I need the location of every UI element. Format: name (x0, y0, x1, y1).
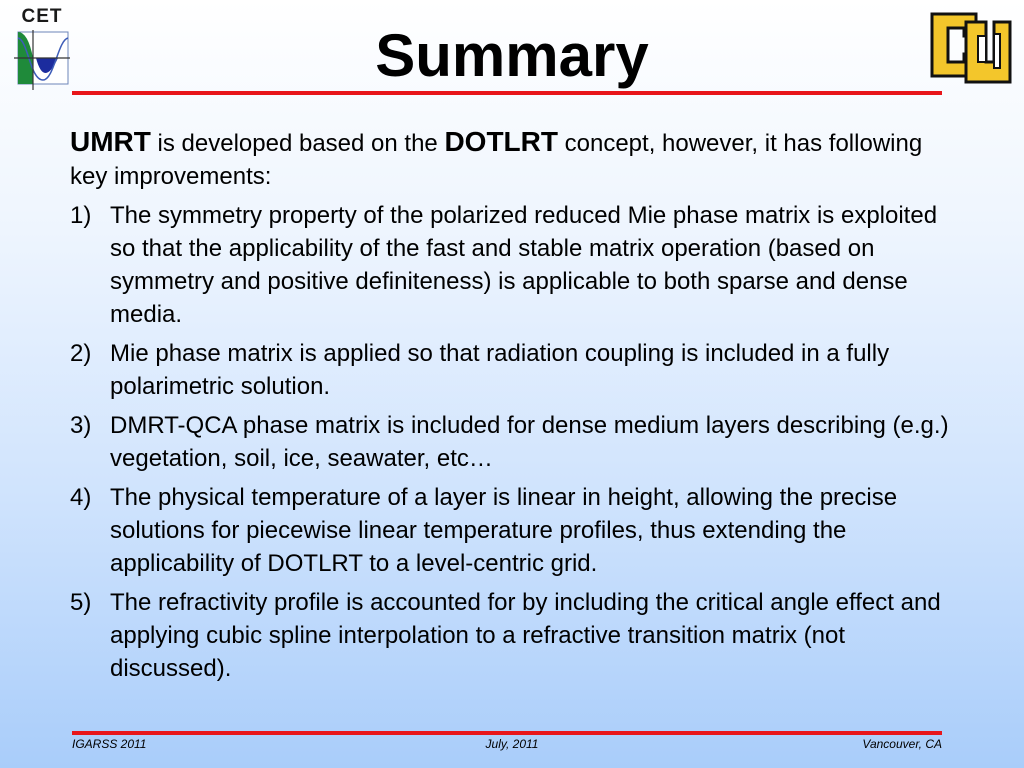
list-item-text: The symmetry property of the polarized reduced Mie phase matrix is exploited so that the applicability of the fast and stable matrix operation (based on symmetry and positive definiteness) is applicable to both sparse and dense media. (110, 202, 938, 328)
intro-text-1: is developed based on the (150, 130, 445, 157)
improvements-list (70, 199, 960, 685)
list-item-text: Mie phase matrix is applied so that radiation coupling is included in a fully polarimetric solution. (110, 340, 890, 400)
term-dotlrt: DOTLRT (444, 126, 558, 157)
footer-location: Vancouver, CA (862, 737, 942, 751)
list-item-number: 5) (70, 589, 92, 616)
list-item (70, 199, 960, 331)
list-item-number: 1) (70, 202, 92, 229)
title-divider (72, 91, 942, 95)
list-item (70, 586, 960, 685)
slide-title: Summary (375, 22, 649, 89)
intro-text-2: concept, however, it has following key improvements: (70, 130, 923, 190)
list-item-text: DMRT-QCA phase matrix is included for dense medium layers describing (e.g.) vegetation, soil, ice, seawater, etc… (110, 412, 949, 472)
list-item-number: 2) (70, 340, 92, 367)
intro-paragraph (70, 125, 960, 193)
list-item (70, 481, 960, 580)
footer-conference: IGARSS 2011 (72, 737, 147, 751)
list-item-number: 3) (70, 412, 92, 439)
list-item (70, 337, 960, 403)
cet-logo-text: CET (21, 6, 63, 27)
list-item-text: The physical temperature of a layer is linear in height, allowing the precise solutions for piecewise linear temperature profiles, thus extending the applicability of DOTLRT to a level-centric grid. (110, 484, 898, 577)
term-umrt: UMRT (70, 126, 151, 157)
footer-divider (72, 731, 942, 735)
footer-date: July, 2011 (485, 737, 539, 751)
list-item-text: The refractivity profile is accounted for by including the critical angle effect and applying cubic spline interpolation to a refractive transition matrix (not discussed). (110, 589, 941, 682)
slide-body (70, 125, 960, 691)
list-item-number: 4) (70, 484, 92, 511)
list-item (70, 409, 960, 475)
